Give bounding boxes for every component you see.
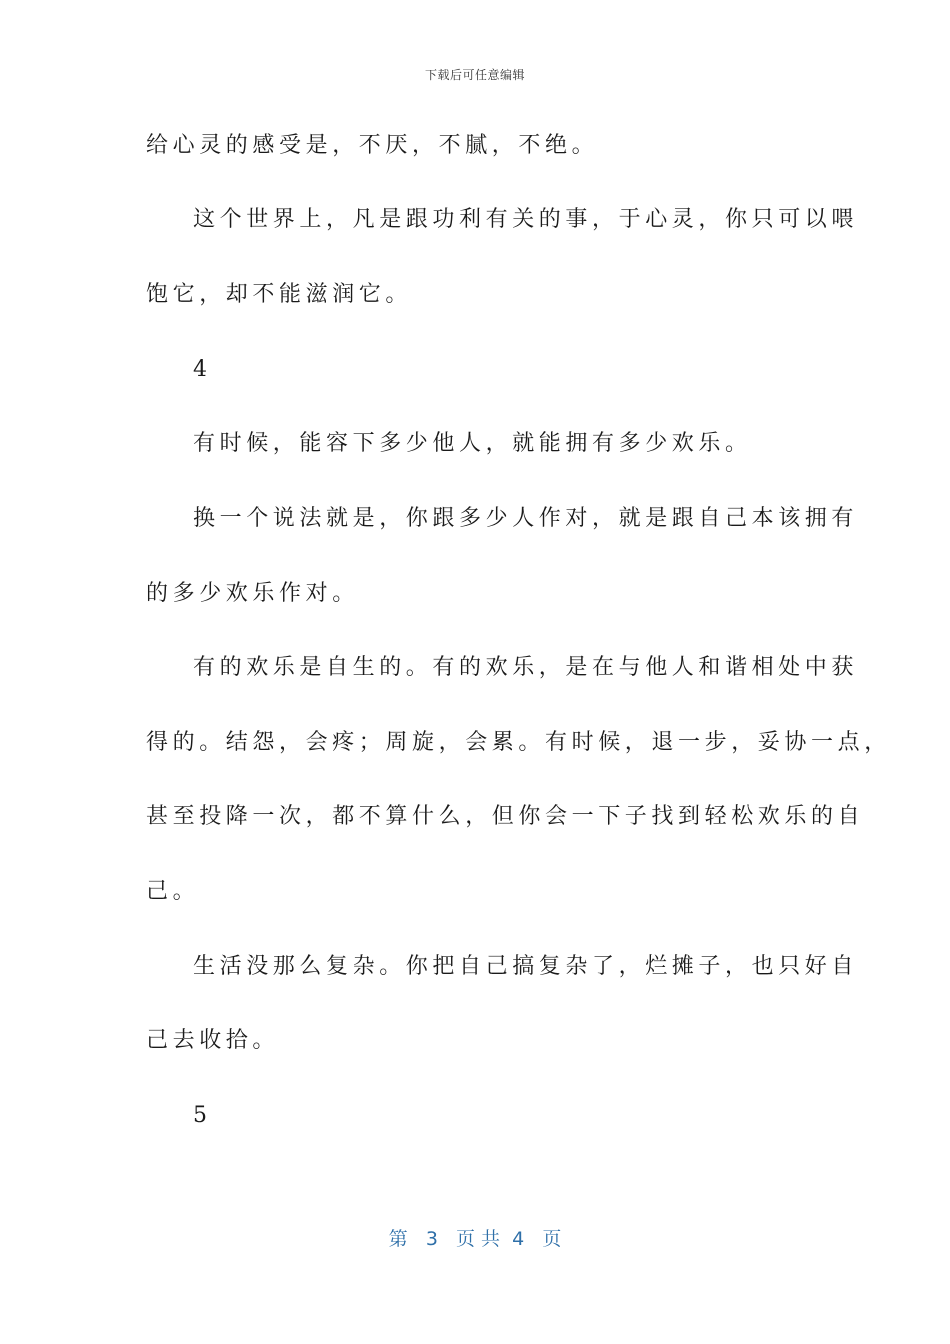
header-note: 下载后可任意编辑 — [424, 68, 525, 82]
footer-current-page: 3 — [425, 1228, 438, 1250]
paragraph-line: 有时候，能容下多少他人，就能拥有多少欢乐。 — [193, 431, 752, 456]
paragraph-line: 生活没那么复杂。你把自己搞复杂了，烂摊子，也只好自 — [193, 954, 859, 979]
footer-prefix: 第 — [388, 1228, 408, 1250]
paragraph-line: 有的欢乐是自生的。有的欢乐，是在与他人和谐相处中获 — [193, 655, 859, 680]
page-footer — [0, 1224, 950, 1251]
paragraph-line: 得的。结怨，会疼；周旋，会累。有时候，退一步，妥协一点， — [146, 730, 891, 755]
section-number: 4 — [193, 357, 212, 382]
paragraph-line: 己。 — [146, 879, 200, 904]
footer-total-pages: 4 — [512, 1228, 525, 1250]
section-number: 5 — [193, 1103, 212, 1128]
paragraph-line: 给心灵的感受是，不厌，不腻，不绝。 — [146, 133, 599, 158]
footer-middle: 页共 — [456, 1228, 507, 1250]
paragraph-line: 这个世界上，凡是跟功利有关的事，于心灵，你只可以喂 — [193, 207, 859, 232]
paragraph-line: 换一个说法就是，你跟多少人作对，就是跟自己本该拥有 — [193, 506, 859, 531]
footer-suffix: 页 — [542, 1228, 562, 1250]
paragraph-line: 的多少欢乐作对。 — [146, 581, 359, 606]
paragraph-line: 己去收拾。 — [146, 1028, 280, 1053]
paragraph-line: 甚至投降一次，都不算什么，但你会一下子找到轻松欢乐的自 — [146, 804, 865, 829]
paragraph-line: 饱它，却不能滋润它。 — [146, 282, 413, 307]
